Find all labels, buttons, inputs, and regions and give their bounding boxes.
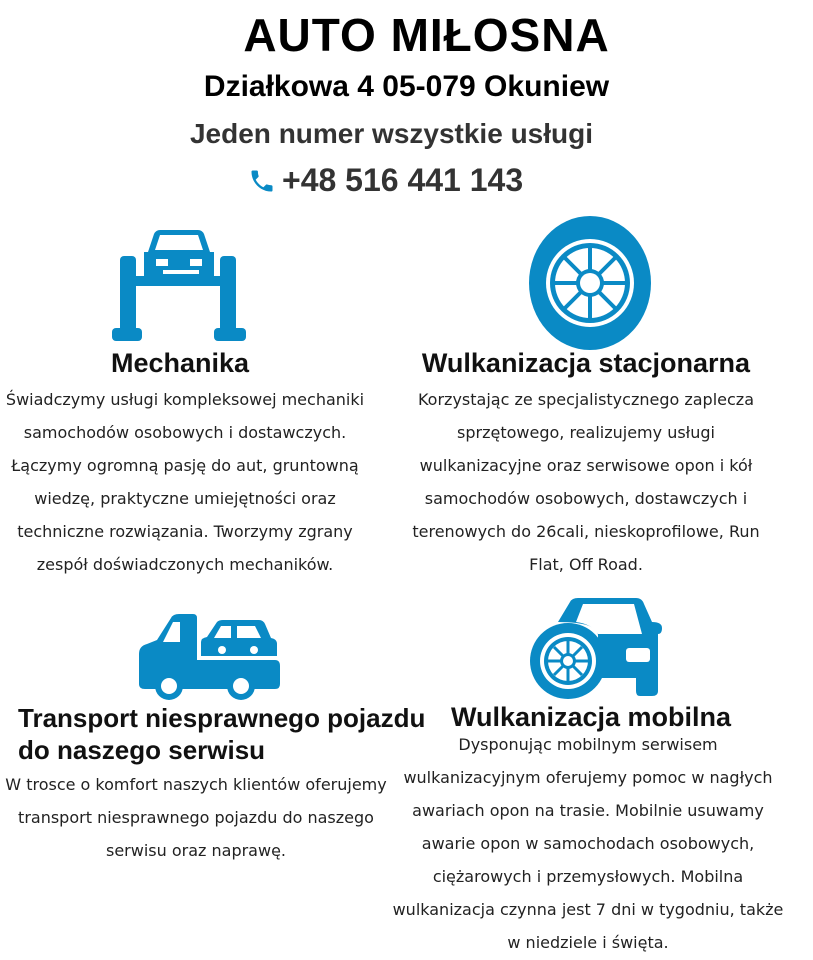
tire-icon xyxy=(520,213,660,353)
desc-line: Korzystając ze specjalistycznego zaplecza xyxy=(417,390,754,409)
service-desc-wulkanizacja-mobilna xyxy=(390,728,786,959)
desc-line: samochodów osobowych i dostawczych. xyxy=(23,423,347,442)
desc-line: techniczne rozwiązania. Tworzymy zgrany xyxy=(17,522,353,541)
desc-line: Flat, Off Road. xyxy=(529,555,643,574)
desc-line: terenowych do 26cali, nieskoprofilowe, Run xyxy=(412,522,760,541)
tow-truck-icon xyxy=(137,612,282,700)
title-line: do naszego serwisu xyxy=(18,735,266,765)
desc-line: sprzętowego, realizujemy usługi xyxy=(457,423,715,442)
desc-line: Świadczymy usługi kompleksowej mechaniki xyxy=(5,390,365,409)
address: Działkowa 4 05-079 Okuniew xyxy=(203,70,610,103)
desc-line: awarie opon w samochodach osobowych, xyxy=(421,834,755,853)
desc-line: ciężarowych i przemysłowych. Mobilna xyxy=(432,867,744,886)
car-lift-icon xyxy=(110,228,255,344)
desc-line: serwisu oraz naprawę. xyxy=(105,841,286,860)
desc-line: W trosce o komfort naszych klientów oferujemy xyxy=(5,775,387,794)
phone-icon xyxy=(248,167,276,195)
desc-line: samochodów osobowych, dostawczych i xyxy=(424,489,748,508)
service-desc-wulkanizacja-stacjonarna xyxy=(396,383,776,581)
title-line: Transport niesprawnego pojazdu xyxy=(18,703,426,733)
service-title-mechanika: Mechanika xyxy=(110,348,250,378)
company-name: AUTO MIŁOSNA xyxy=(243,9,610,61)
service-desc-transport xyxy=(0,768,392,867)
desc-line: wulkanizacja czynna jest 7 dni w tygodniu, także xyxy=(392,900,784,919)
desc-line: zespół doświadczonych mechaników. xyxy=(36,555,334,574)
phone-link[interactable] xyxy=(248,162,523,199)
service-title-wulkanizacja-stacjonarna: Wulkanizacja stacjonarna xyxy=(421,348,751,378)
tagline: Jeden numer wszystkie usługi xyxy=(189,118,594,149)
desc-line: Łączymy ogromną pasję do aut, gruntowną xyxy=(11,456,359,475)
desc-line: wulkanizacyjnym oferujemy pomoc w nagłych xyxy=(403,768,773,787)
desc-line: w niedziele i święta. xyxy=(507,933,669,952)
service-title-wulkanizacja-mobilna: Wulkanizacja mobilna xyxy=(450,702,732,732)
desc-line: awariach opon na trasie. Mobilnie usuwamy xyxy=(412,801,764,820)
service-desc-mechanika xyxy=(0,383,370,581)
service-title-transport xyxy=(18,702,425,766)
desc-line: wiedzę, praktyczne umiejętności oraz xyxy=(34,489,336,508)
desc-line: Dysponując mobilnym serwisem xyxy=(458,735,718,754)
desc-line: transport niesprawnego pojazdu do naszego xyxy=(18,808,374,827)
desc-line: wulkanizacyjne oraz serwisowe opon i kół xyxy=(419,456,753,475)
mobile-tire-car-icon xyxy=(528,596,670,702)
phone-number: +48 516 441 143 xyxy=(282,162,524,198)
